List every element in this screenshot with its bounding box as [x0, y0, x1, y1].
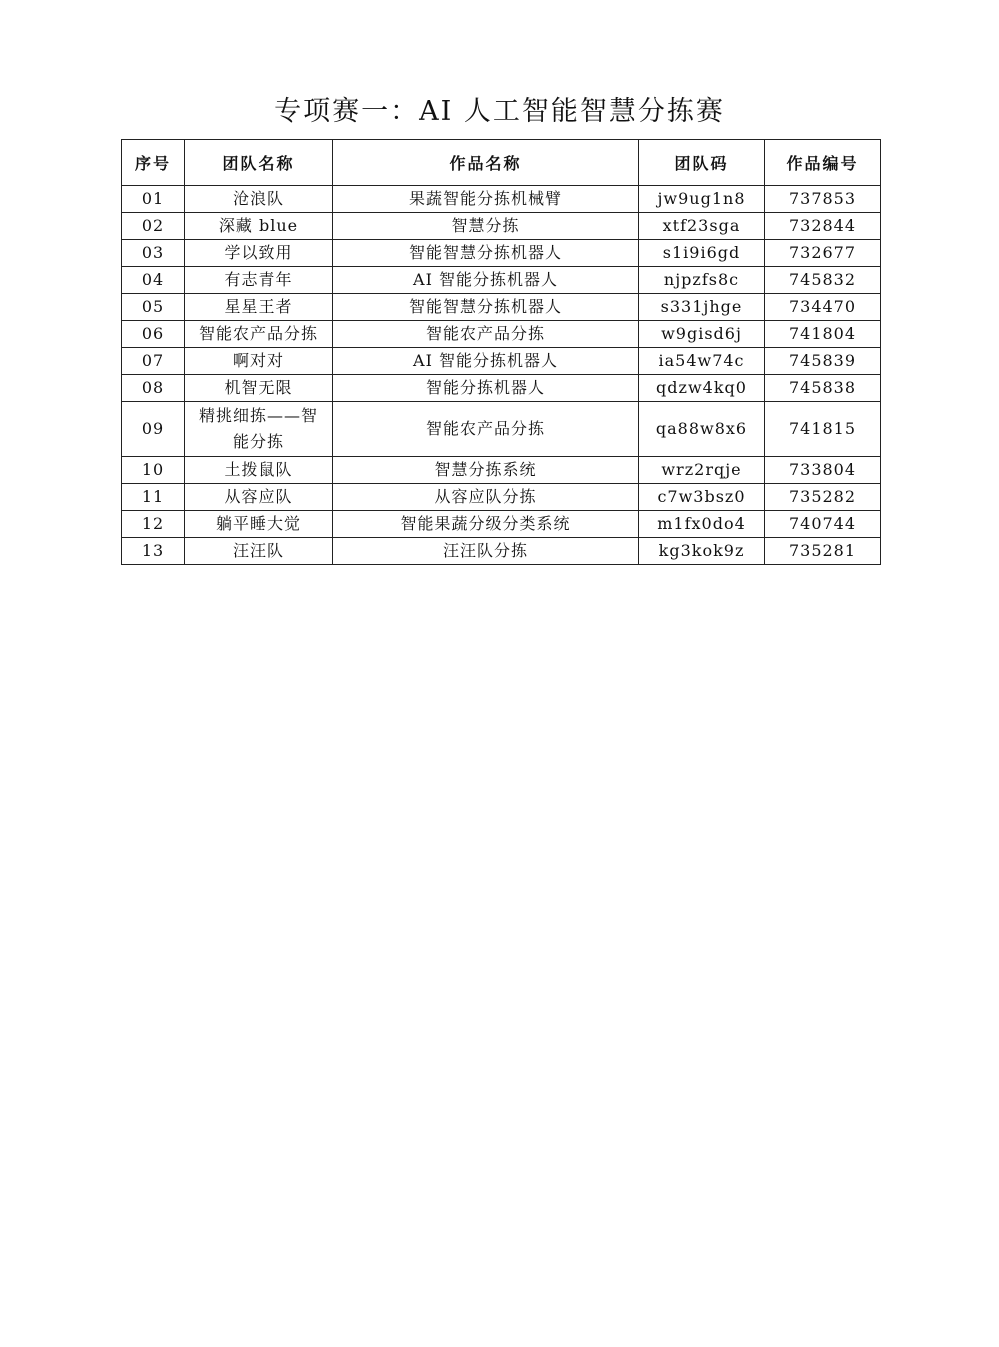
cell-team-name: 有志青年	[185, 267, 333, 294]
cell-work-id: 741815	[765, 402, 881, 457]
table-row	[122, 375, 881, 402]
header-team-code: 团队码	[639, 140, 765, 186]
cell-team-code: wrz2rqje	[639, 457, 765, 484]
cell-work-id: 734470	[765, 294, 881, 321]
cell-work-name: AI 智能分拣机器人	[333, 348, 639, 375]
table-row	[122, 267, 881, 294]
cell-work-name: 智慧分拣系统	[333, 457, 639, 484]
cell-work-id: 741804	[765, 321, 881, 348]
page-title: 专项赛一：AI 人工智能智慧分拣赛	[274, 96, 725, 127]
cell-team-code: s331jhge	[639, 294, 765, 321]
cell-team-name: 沧浪队	[185, 186, 333, 213]
cell-work-name: AI 智能分拣机器人	[333, 267, 639, 294]
cell-team-code: jw9ug1n8	[639, 186, 765, 213]
cell-serial: 03	[122, 240, 185, 267]
cell-work-name: 智慧分拣	[333, 213, 639, 240]
cell-work-id: 740744	[765, 511, 881, 538]
cell-team-name: 从容应队	[185, 484, 333, 511]
cell-team-name: 智能农产品分拣	[185, 321, 333, 348]
cell-team-name: 汪汪队	[185, 538, 333, 565]
cell-team-name: 学以致用	[185, 240, 333, 267]
table-row	[122, 321, 881, 348]
table-row	[122, 294, 881, 321]
cell-team-code: w9gisd6j	[639, 321, 765, 348]
cell-work-name: 智能分拣机器人	[333, 375, 639, 402]
cell-team-name: 啊对对	[185, 348, 333, 375]
cell-serial: 08	[122, 375, 185, 402]
cell-team-code: kg3kok9z	[639, 538, 765, 565]
table-body	[122, 186, 881, 565]
table-row	[122, 538, 881, 565]
table-header	[122, 140, 881, 186]
cell-serial: 09	[122, 402, 185, 457]
cell-serial: 05	[122, 294, 185, 321]
cell-work-id: 745838	[765, 375, 881, 402]
cell-work-id: 735281	[765, 538, 881, 565]
cell-work-id: 732677	[765, 240, 881, 267]
cell-team-name: 星星王者	[185, 294, 333, 321]
cell-serial: 11	[122, 484, 185, 511]
cell-serial: 10	[122, 457, 185, 484]
cell-work-name: 智能果蔬分级分类系统	[333, 511, 639, 538]
cell-work-name: 智能农产品分拣	[333, 402, 639, 457]
table-row	[122, 213, 881, 240]
table-row	[122, 402, 881, 457]
cell-work-name: 汪汪队分拣	[333, 538, 639, 565]
cell-work-name: 智能智慧分拣机器人	[333, 240, 639, 267]
cell-work-name: 智能农产品分拣	[333, 321, 639, 348]
header-serial: 序号	[122, 140, 185, 186]
cell-team-code: s1i9i6gd	[639, 240, 765, 267]
cell-work-name: 智能智慧分拣机器人	[333, 294, 639, 321]
cell-team-name: 机智无限	[185, 375, 333, 402]
cell-team-code: qa88w8x6	[639, 402, 765, 457]
cell-work-name: 果蔬智能分拣机械臂	[333, 186, 639, 213]
cell-work-id: 732844	[765, 213, 881, 240]
cell-serial: 12	[122, 511, 185, 538]
cell-team-name: 精挑细拣——智能分拣	[185, 402, 333, 457]
cell-work-id: 745839	[765, 348, 881, 375]
table-row	[122, 484, 881, 511]
table-row	[122, 511, 881, 538]
header-team-name: 团队名称	[185, 140, 333, 186]
cell-team-code: m1fx0do4	[639, 511, 765, 538]
table-row	[122, 186, 881, 213]
cell-serial: 01	[122, 186, 185, 213]
cell-team-name: 躺平睡大觉	[185, 511, 333, 538]
cell-team-code: ia54w74c	[639, 348, 765, 375]
header-work-id: 作品编号	[765, 140, 881, 186]
table-row	[122, 457, 881, 484]
cell-team-name: 土拨鼠队	[185, 457, 333, 484]
cell-serial: 06	[122, 321, 185, 348]
cell-team-code: xtf23sga	[639, 213, 765, 240]
cell-work-id: 745832	[765, 267, 881, 294]
cell-serial: 02	[122, 213, 185, 240]
header-work-name: 作品名称	[333, 140, 639, 186]
table-row	[122, 240, 881, 267]
cell-team-code: qdzw4kq0	[639, 375, 765, 402]
cell-team-code: c7w3bsz0	[639, 484, 765, 511]
cell-serial: 13	[122, 538, 185, 565]
cell-work-name: 从容应队分拣	[333, 484, 639, 511]
cell-team-code: njpzfs8c	[639, 267, 765, 294]
table-row	[122, 348, 881, 375]
header-row	[122, 140, 881, 186]
cell-serial: 04	[122, 267, 185, 294]
cell-team-name: 深藏 blue	[185, 213, 333, 240]
cell-work-id: 735282	[765, 484, 881, 511]
cell-serial: 07	[122, 348, 185, 375]
cell-work-id: 733804	[765, 457, 881, 484]
cell-work-id: 737853	[765, 186, 881, 213]
team-roster-table	[121, 139, 881, 565]
